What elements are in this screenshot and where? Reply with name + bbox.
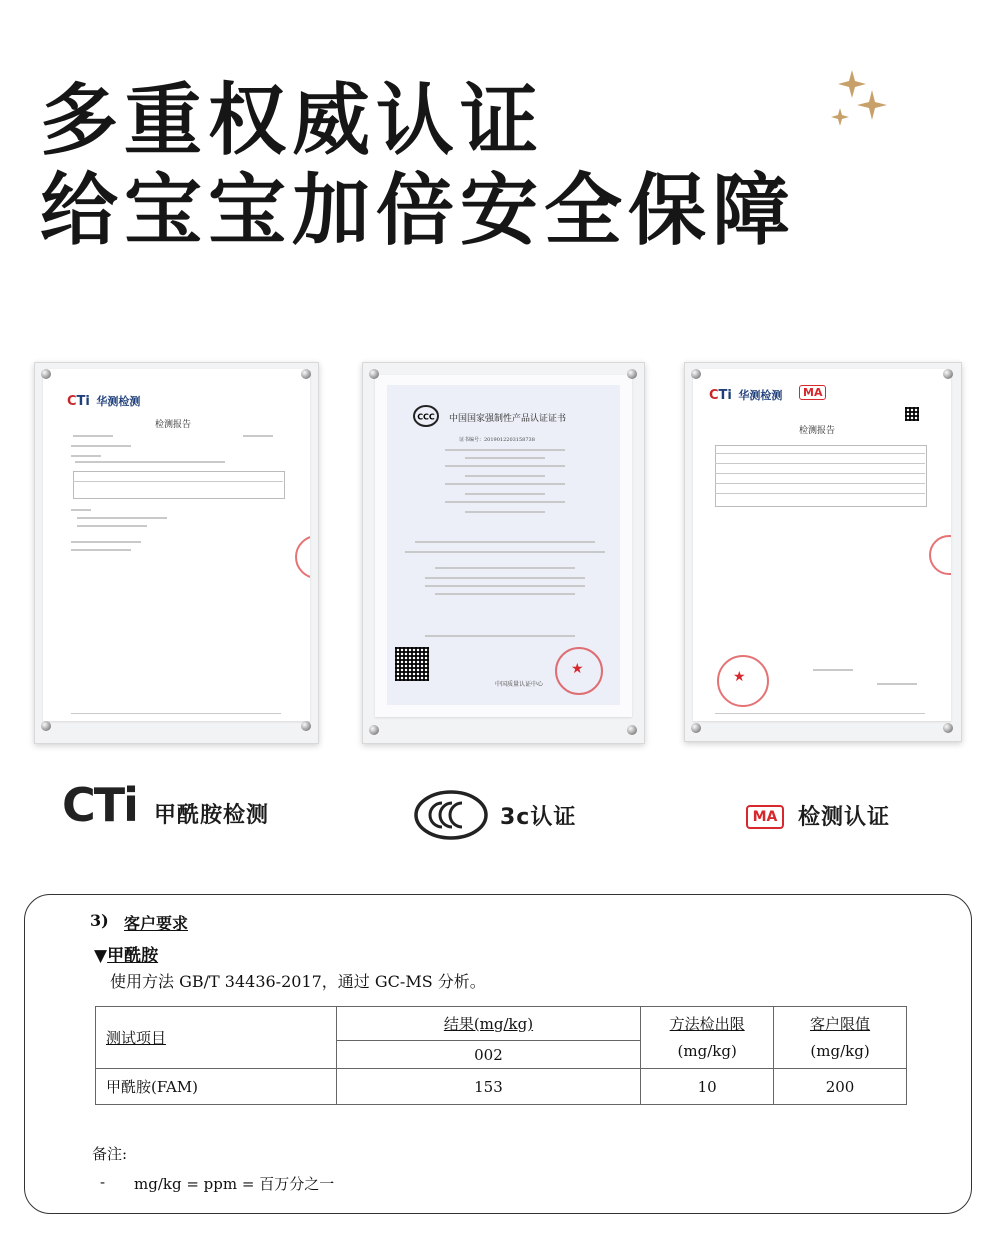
cell-mdl: 10	[641, 1069, 774, 1105]
test-method: 使用方法 GB/T 34436-2017，通过 GC-MS 分析。	[110, 972, 486, 991]
qr-code	[905, 407, 919, 421]
ccc-mark-icon	[414, 790, 488, 840]
col-header-limit: 客户限值 (mg/kg)	[774, 1007, 907, 1069]
certificate-title: 检测报告	[799, 426, 836, 436]
cma-mark-icon: MA	[799, 385, 826, 400]
cma-mark-icon: MA	[746, 805, 784, 829]
ccc-mark-icon	[413, 405, 439, 427]
cti-logo: CTi 华测检测	[709, 388, 783, 403]
headline-line-1: 多重权威认证	[40, 76, 545, 166]
cell-item: 甲酰胺(FAM)	[96, 1069, 337, 1105]
col-header-result-sub: 002	[336, 1041, 641, 1069]
note-dash: -	[100, 1173, 106, 1191]
certificate-frame-right	[684, 362, 962, 742]
col-header-mdl: 方法检出限 (mg/kg)	[641, 1007, 774, 1069]
table-row	[96, 1069, 907, 1105]
section-number: 3)	[90, 911, 109, 930]
sparkle-icon	[828, 66, 892, 136]
certificate-title: 检测报告	[155, 420, 192, 430]
cti-logo: CTi 华测检测	[67, 394, 141, 409]
certificate-paper: CCC 中国国家强制性产品认证证书 证书编号：2019012203158738 中国质量认证中心 ★	[375, 375, 632, 717]
col-header-item: 测试项目	[96, 1007, 337, 1069]
certificate-issuer: 中国质量认证中心	[495, 681, 544, 688]
cell-result: 153	[336, 1069, 641, 1105]
certificate-number: 证书编号：2019012203158738	[459, 437, 535, 443]
certificate-frame-left	[34, 362, 319, 744]
certificate-paper	[43, 369, 310, 721]
note-text: mg/kg = ppm = 百万分之一	[134, 1175, 335, 1193]
note-label: 备注:	[92, 1145, 128, 1163]
certificate-frame-middle	[362, 362, 645, 744]
cell-limit: 200	[774, 1069, 907, 1105]
svg-text:CCC: CCC	[417, 412, 435, 422]
certificate-paper: CTi 华测检测 MA 检测报告 ★	[693, 369, 951, 721]
col-header-result: 结果(mg/kg)	[336, 1007, 641, 1041]
headline-line-2: 给宝宝加倍安全保障	[40, 166, 797, 256]
cti-brand-logo: CTi	[62, 778, 137, 832]
qr-code	[395, 647, 429, 681]
results-table	[95, 1006, 907, 1105]
cti-logo-label: 甲酰胺检测	[154, 803, 270, 828]
ccc-logo-label: 3c认证	[500, 805, 577, 830]
subsection-title: ▼甲酰胺	[94, 946, 159, 966]
cma-logo-label: 检测认证	[798, 805, 891, 830]
section-title: 客户要求	[124, 914, 189, 933]
certificate-title: 中国国家强制性产品认证证书	[449, 414, 567, 424]
